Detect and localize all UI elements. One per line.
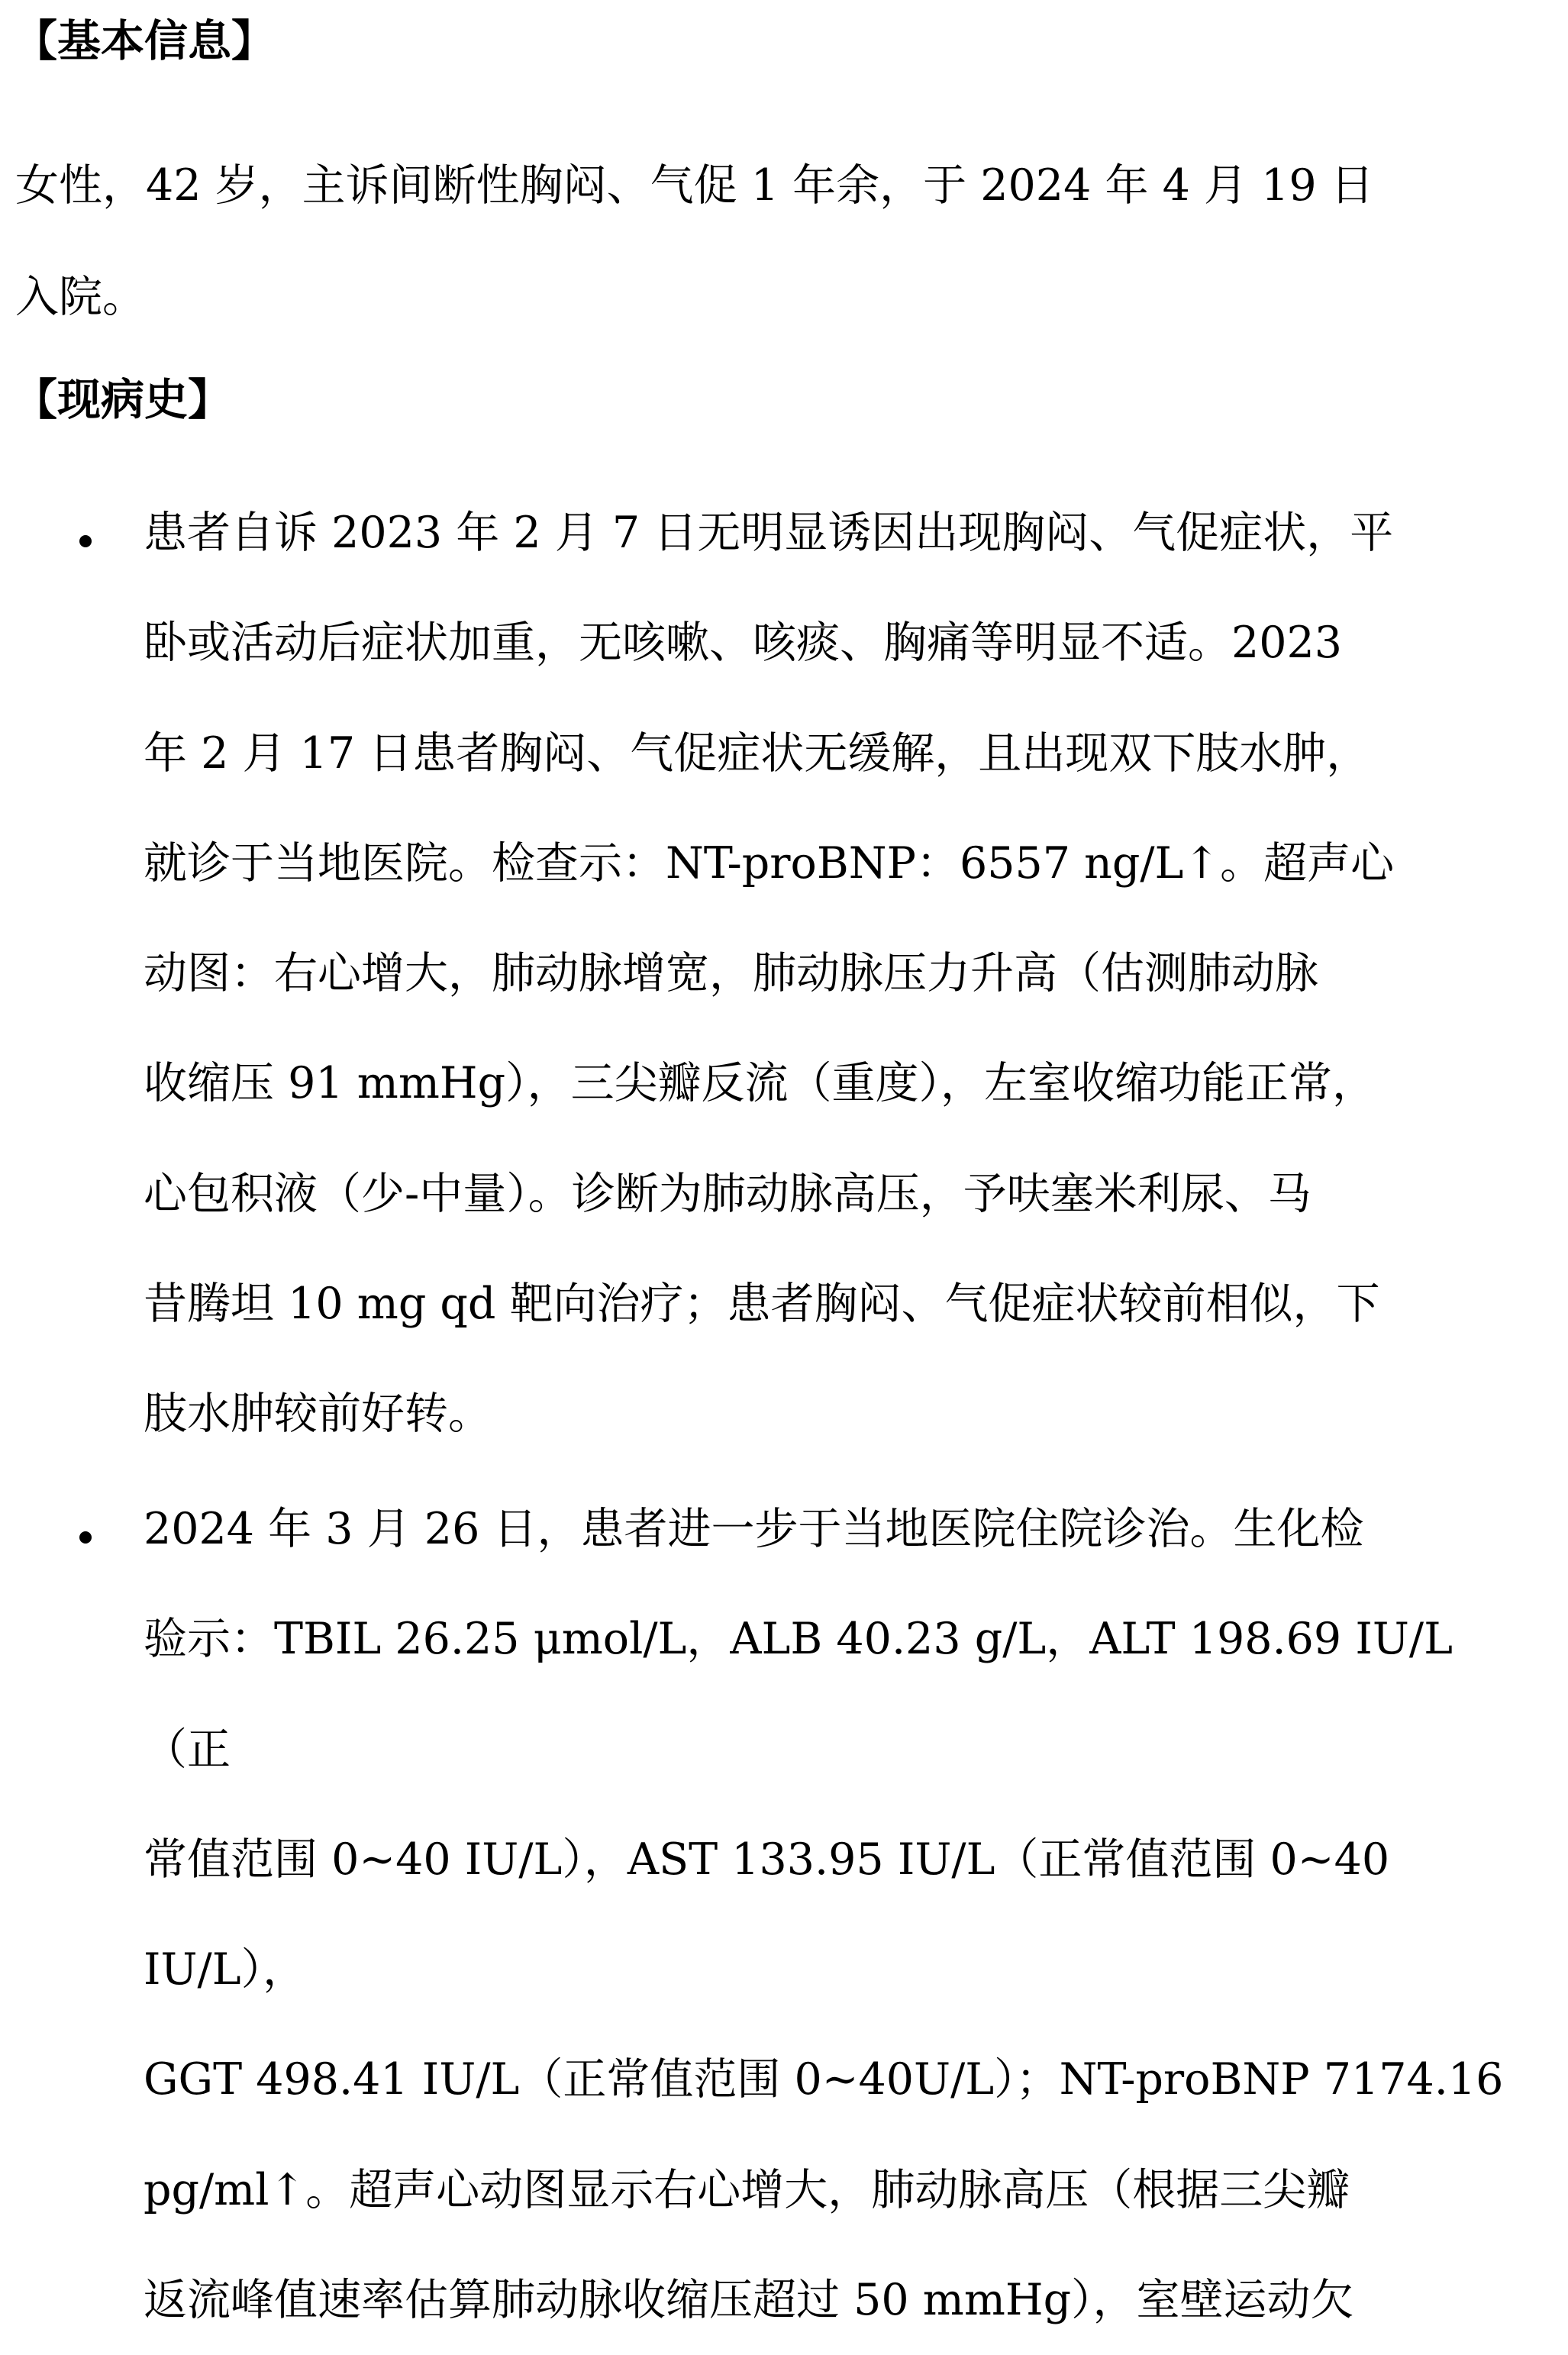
present-illness-heading: 【现病史】: [14, 374, 231, 425]
basic-info-paragraph: 女性，42 岁，主诉间断性胸闷、气促 1 年余，于 2024 年 4 月 19 日 入院。: [15, 160, 1374, 322]
basic-info-heading: 【基本信息】: [14, 15, 275, 66]
history-bullet-text: 患者自诉 2023 年 2 月 7 日无明显诱因出现胸闷、气促症状，平 卧或活动后症状加重，无咳嗽、咳痰、胸痛等明显不适。2023 年 2 月 17 日患者胸闷、气促症状无缓解，且出现双下肢水肿， 就诊于当地医院。检查示：NT-proBNP：6557 ng/L↑。超声心 动图：右心增大，肺动脉增宽，肺动脉压力升高（估测肺动脉 收缩压 91 mmHg），三尖瓣反流（重度），左室收缩功能正常， 心包积液（少-中量）。诊断为肺动脉高压，予呋塞米利尿、马 昔腾坦 10 mg qd 靶向治疗；患者胸闷、气促症状较前相似，下 肢水肿较前好转。: [144, 508, 1395, 1440]
bullet-dot-icon: [79, 1531, 92, 1544]
bullet-dot-icon: [79, 535, 92, 547]
history-bullet-text: 2024 年 3 月 26 日，患者进一步于当地医院住院诊治。生化检 验示：TBIL 26.25 μmol/L，ALB 40.23 g/L，ALT 198.69 IU/L（正 常值范围 0~40 IU/L），AST 133.95 IU/L（正常值范围 0~40 IU/L）， GGT 498.41 IU/L（正常值范围 0~40U/L）；NT-proBNP 7174.16 pg/ml↑。超声心动图显示右心增大，肺动脉高压（根据三尖瓣 返流峰值速率估算肺动脉收缩压超过 50 mmHg），室壁运动欠: [144, 1504, 1504, 2326]
